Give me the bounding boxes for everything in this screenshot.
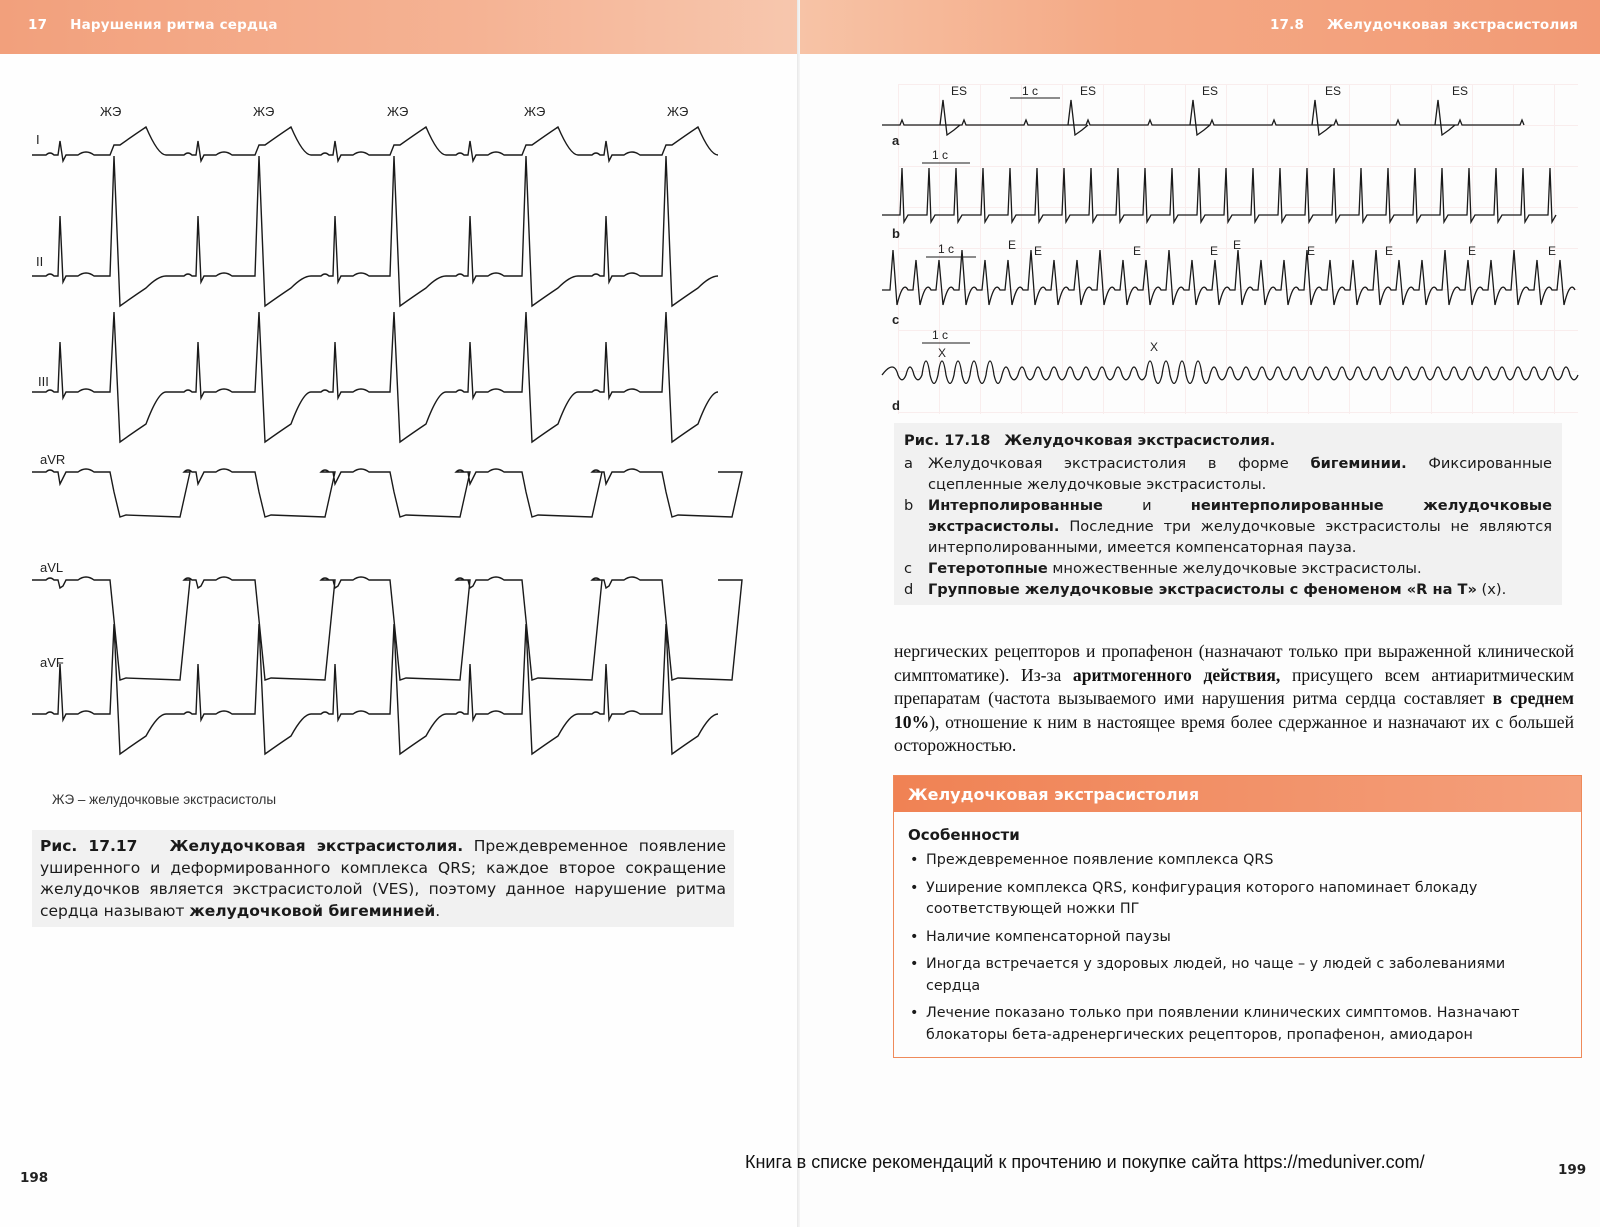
e-label: E [1008, 238, 1017, 252]
lead-label-i: I [36, 132, 40, 147]
e-label: E [1468, 244, 1477, 258]
x-label: X [938, 346, 947, 360]
strip-letter-d: d [892, 398, 900, 413]
ecg-strips-figure [800, 0, 1600, 420]
scale-label: 1 c [932, 148, 949, 162]
pvc-label: ЖЭ [253, 104, 275, 119]
page-number-right: 199 [1558, 1162, 1587, 1178]
list-item: • Наличие компенсаторной паузы [908, 927, 1563, 949]
figure-caption-17-17: Рис. 17.17 Желудочковая экстрасистолия. Преждевременное появление уширенного и деформированного комплекса QRS; каждое второе сокращение желудочков является экстрасистолой (VES), поэтому данное нарушение ритма сердца называют желудочковой бигеминией. [32, 830, 734, 927]
lead-label-avr: aVR [40, 452, 66, 467]
e-label: E [1210, 244, 1219, 258]
caption-item-a: a Желудочковая экстрасистолия в форме бигеминии. Фиксированные сцепленные желудочковые экстрасистолы. [904, 455, 1553, 493]
scale-label: 1 c [938, 242, 955, 256]
caption-item-c: c Гетеротопные множественные желудочковые экстрасистолы. [904, 560, 1422, 577]
e-label: E [1385, 244, 1394, 258]
ecg-trace-lead [32, 624, 718, 754]
ecg-es-complex [1068, 100, 1088, 135]
es-label: ES [1452, 84, 1469, 98]
footer-recommendation-text: Книга в списке рекомендаций к прочтению и покупке сайта https://meduniver.com/ [745, 1152, 1425, 1172]
es-label: ES [1325, 84, 1342, 98]
ecg-12-lead-figure [0, 0, 800, 800]
x-label: X [1150, 340, 1159, 354]
caption-item-d: d Групповые желудочковые экстрасистолы с феноменом «R на T» (x). [904, 581, 1507, 598]
ecg-trace-lead [32, 577, 742, 680]
es-label: ES [1080, 84, 1097, 98]
figure-legend: ЖЭ – желудочковые экстрасистолы [52, 792, 277, 807]
scale-label: 1 c [932, 328, 949, 342]
ecg-trace-b [882, 168, 1556, 222]
summary-box-subtitle: Особенности [908, 826, 1020, 844]
e-label: E [1548, 244, 1557, 258]
ecg-es-complex [1190, 100, 1210, 135]
ecg-trace-lead [32, 469, 742, 517]
caption-text: Преждевременное появление уширенного и деформированного комплекса QRS; каждое второе сокращение желудочков является экстрасистолой (VES), поэтому данное нарушение ритма сердца называют [40, 837, 726, 920]
es-label: ES [1202, 84, 1219, 98]
summary-box [893, 775, 1582, 1058]
e-label: E [1233, 238, 1242, 252]
ecg-es-complex [940, 100, 960, 135]
scale-label: 1 c [1022, 84, 1039, 98]
body-paragraph: нергических рецепторов и пропафенон (назначают только при выраженной клинической симптоматике). Из-за аритмогенного действия, присущего всем антиаритмическим препаратам (частота вызываемого ими нарушения ритма сердца составляет в среднем 10%), отношение к ним в настоящее время более сдержанное и назначают их с большей осторожностью. [894, 641, 1574, 755]
figure-caption-17-18 [894, 423, 1562, 605]
e-label: E [1034, 244, 1043, 258]
lead-label-avl: aVL [40, 560, 64, 575]
ecg-trace-lead [32, 127, 718, 161]
e-label: E [1133, 244, 1142, 258]
features-list [894, 850, 1581, 1046]
chapter-number: 17 [28, 17, 48, 33]
right-page [800, 0, 1600, 1227]
ecg-trace-a [882, 120, 1524, 125]
ecg-trace-d [882, 361, 1578, 383]
fig-title: Желудочковая экстрасистолия. [169, 837, 464, 855]
pvc-label: ЖЭ [524, 104, 546, 119]
list-item: • Уширение комплекса QRS, конфигурация которого напоминает блокаду соответствующей ножки ПГ [908, 878, 1563, 921]
ecg-es-complex [1435, 100, 1455, 135]
lead-label-ii: II [36, 254, 44, 269]
strip-letter-c: c [892, 312, 900, 327]
lead-label-iii: III [38, 374, 49, 389]
ecg-trace-lead [32, 312, 718, 442]
caption-item-b: b Интерполированные и неинтерполированные желудочковые экстрасистолы. Последние три желудочковые экстрасистолы не являются интерполированными, имеется компенсаторная пауза. [904, 497, 1553, 556]
section-number: 17.8 [1269, 17, 1305, 33]
pvc-label: ЖЭ [100, 104, 122, 119]
strip-letter-a: a [892, 133, 900, 148]
caption-bold-term: желудочковой бигеминией [189, 901, 436, 920]
pvc-label: ЖЭ [667, 104, 689, 119]
fig-label: Рис. 17.18 [904, 432, 991, 449]
list-item: • Преждевременное появление комплекса QRS [908, 850, 1563, 872]
list-item: • Иногда встречается у здоровых людей, но чаще – у людей с заболеваниями сердца [908, 954, 1563, 997]
list-item: • Лечение показано только при появлении клинических симптомов. Назначают блокаторы бета-адренергических рецепторов, пропафенон, амиодарон [908, 1003, 1563, 1046]
e-label: E [1307, 244, 1316, 258]
ecg-trace-c [882, 250, 1575, 305]
fig-label: Рис. 17.17 [40, 837, 138, 855]
section-title: Желудочковая экстрасистолия [1326, 17, 1578, 33]
ecg-trace-lead [32, 156, 718, 306]
es-label: ES [951, 84, 968, 98]
ecg-es-complex [1312, 100, 1332, 135]
strip-letter-b: b [892, 226, 900, 241]
fig-title: Желудочковая экстрасистолия. [1004, 432, 1276, 449]
lead-label-avf: aVF [40, 655, 64, 670]
summary-box-title: Желудочковая экстрасистолия [894, 776, 1581, 812]
page-number-left: 198 [20, 1170, 49, 1186]
pvc-label: ЖЭ [387, 104, 409, 119]
chapter-title: Нарушения ритма сердца [70, 17, 278, 33]
